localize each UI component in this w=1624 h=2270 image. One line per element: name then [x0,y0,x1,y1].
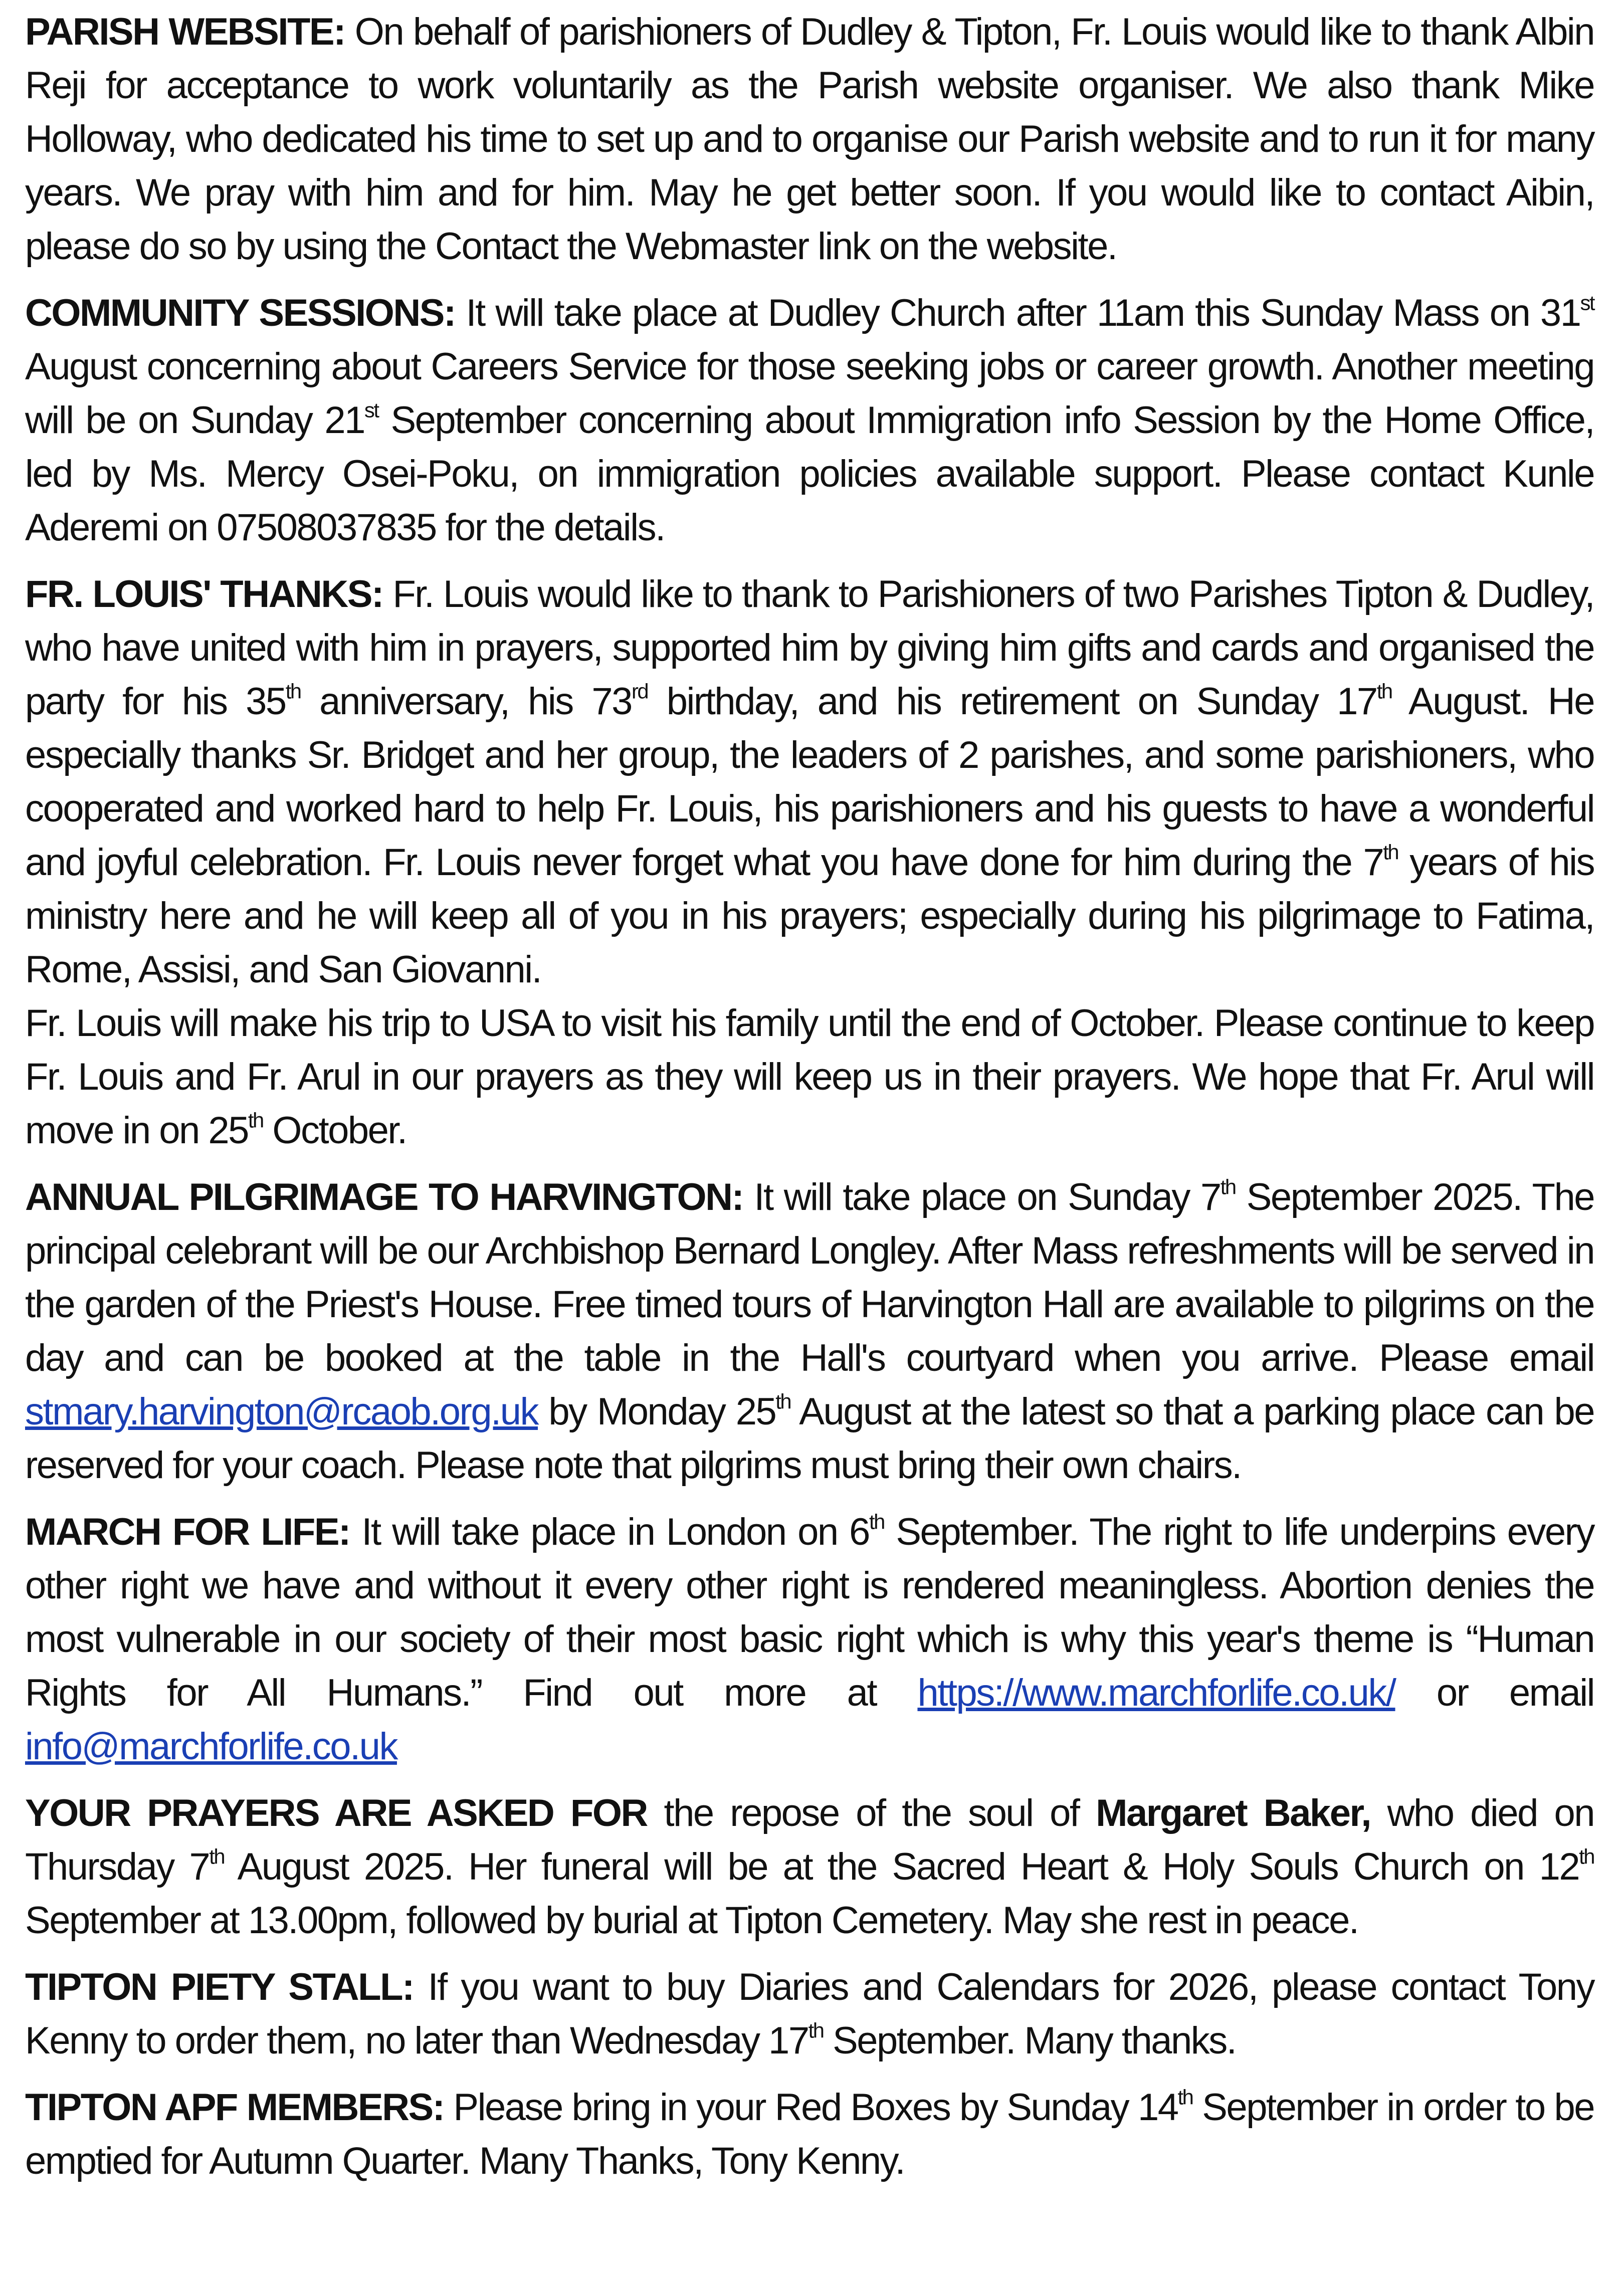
notice-text: September concerning about Immigration info Session by the Home Office, led by Ms. Mercy Osei-Poku, on immigration policies available support. Please contact Kunle Aderemi on 07508037835 for the details. [25,399,1594,549]
ordinal-suffix: th [775,1389,791,1413]
section-heading: COMMUNITY SESSIONS: [25,292,455,334]
deceased-name: Margaret Baker, [1096,1792,1370,1834]
notice-text: by Monday 25 [538,1390,776,1433]
ordinal-suffix: th [869,1510,884,1534]
section-heading: PARISH WEBSITE: [25,11,345,53]
notice-text: Fr. Louis would like to thank to Parishioners of two Parishes Tipton & Dudley, who have united with him in prayers, supported him by giving him gifts and cards and organised the party for his 35 [25,573,1594,723]
notice-text: the repose of the soul of [647,1792,1096,1834]
community-sessions-notice [25,286,1594,554]
ordinal-suffix: st [1580,291,1594,315]
ordinal-suffix: th [209,1844,225,1869]
section-heading: FR. LOUIS' THANKS: [25,573,383,615]
notice-text: years of his ministry here and he will keep all of you in his prayers; especially during his pilgrimage to Fatima, Rome, Assisi, and San Giovanni. [25,841,1594,991]
piety-stall-notice [25,1960,1594,2068]
section-heading: ANNUAL PILGRIMAGE TO HARVINGTON: [25,1176,743,1218]
ordinal-suffix: th [1220,1175,1236,1199]
notice-text: September at 13.00pm, followed by burial at Tipton Cemetery. May she rest in peace. [25,1899,1358,1942]
notice-text: August concerning about Careers Service for those seeking jobs or career growth. Another meeting will be on Sunday 21 [25,345,1594,442]
ordinal-suffix: st [364,398,378,422]
ordinal-suffix: th [1376,679,1392,703]
ordinal-suffix: rd [631,679,648,703]
notice-text: anniversary, his 73 [300,680,632,723]
ordinal-suffix: th [1383,840,1398,864]
notice-text: birthday, and his retirement on Sunday 17 [648,680,1377,723]
notice-text: It will take place on Sunday 7 [754,1176,1221,1218]
ordinal-suffix: th [1579,1844,1594,1869]
march-for-life-email-link[interactable]: info@marchforlife.co.uk [25,1725,397,1768]
fr-louis-trip-notice [25,996,1594,1157]
harvington-email-link[interactable]: stmary.harvington@rcaob.org.uk [25,1390,538,1433]
notice-text: On behalf of parishioners of Dudley & Tipton, Fr. Louis would like to thank Albin Reji for acceptance to work voluntarily as the Parish website organiser. We also thank Mike Holloway, who dedicated his time to set up and to organise our Parish website and to run it for many years. We pray with him and for him. May he get better soon. If you would like to contact Aibin, please do so by using the Contact the Webmaster link on the website. [25,11,1594,268]
notice-text: August. He especially thanks Sr. Bridget and her group, the leaders of 2 parishes, and some parishioners, who cooperated and worked hard to help Fr. Louis, his parishioners and his guests to have a wonderful and joyful celebration. Fr. Louis never forget what you have done for him during the 7 [25,680,1594,884]
notice-text: Please bring in your Red Boxes by Sunday 14 [453,2086,1178,2129]
ordinal-suffix: th [285,679,301,703]
section-heading: YOUR PRAYERS ARE ASKED FOR [25,1792,647,1834]
parish-website-notice [25,5,1594,273]
notice-text: September. Many thanks. [823,2019,1236,2062]
ordinal-suffix: th [248,1108,263,1132]
notice-text: It will take place in London on 6 [361,1511,869,1553]
ordinal-suffix: th [1177,2085,1193,2109]
section-heading: TIPTON APF MEMBERS: [25,2086,444,2129]
notice-text: Fr. Louis will make his trip to USA to visit his family until the end of October. Please continue to keep Fr. Louis and Fr. Arul in our prayers as they will keep us in their prayers. We hope that Fr. Arul will move in on 25 [25,1002,1594,1152]
ordinal-suffix: th [808,2018,824,2042]
apf-members-notice [25,2081,1594,2188]
notice-text: September in order to be emptied for Autumn Quarter. Many Thanks, Tony Kenny. [25,2086,1594,2182]
march-for-life-website-link[interactable]: https://www.marchforlife.co.uk/ [917,1672,1395,1714]
notice-text: August 2025. Her funeral will be at the Sacred Heart & Holy Souls Church on 12 [224,1845,1579,1888]
prayers-request-notice [25,1786,1594,1947]
notice-text: It will take place at Dudley Church after 11am this Sunday Mass on 31 [466,292,1580,334]
notice-text: October. [263,1109,407,1152]
fr-louis-thanks-notice [25,567,1594,996]
notice-text: August at the latest so that a parking place can be reserved for your coach. Please note that pilgrims must bring their own chairs. [25,1390,1594,1487]
notice-text: who died on Thursday 7 [25,1792,1594,1888]
harvington-pilgrimage-notice [25,1170,1594,1492]
bulletin-document [25,5,1594,2201]
notice-text: September. The right to life underpins every other right we have and without it every other right is rendered meaningless. Abortion denies the most vulnerable in our society of their most basic right which is why this year's theme is “Human Rights for All Humans.” Find out more at [25,1511,1594,1714]
notice-text: September 2025. The principal celebrant will be our Archbishop Bernard Longley. After Mass refreshments will be served in the garden of the Priest's House. Free timed tours of Harvington Hall are available to pilgrims on the day and can be booked at the table in the Hall's courtyard when you arrive. Please email [25,1176,1594,1379]
section-heading: MARCH FOR LIFE: [25,1511,350,1553]
notice-text: or email [1395,1672,1594,1714]
march-for-life-notice [25,1505,1594,1773]
notice-text: If you want to buy Diaries and Calendars for 2026, please contact Tony Kenny to order them, no later than Wednesday 17 [25,1966,1594,2062]
section-heading: TIPTON PIETY STALL: [25,1966,414,2008]
